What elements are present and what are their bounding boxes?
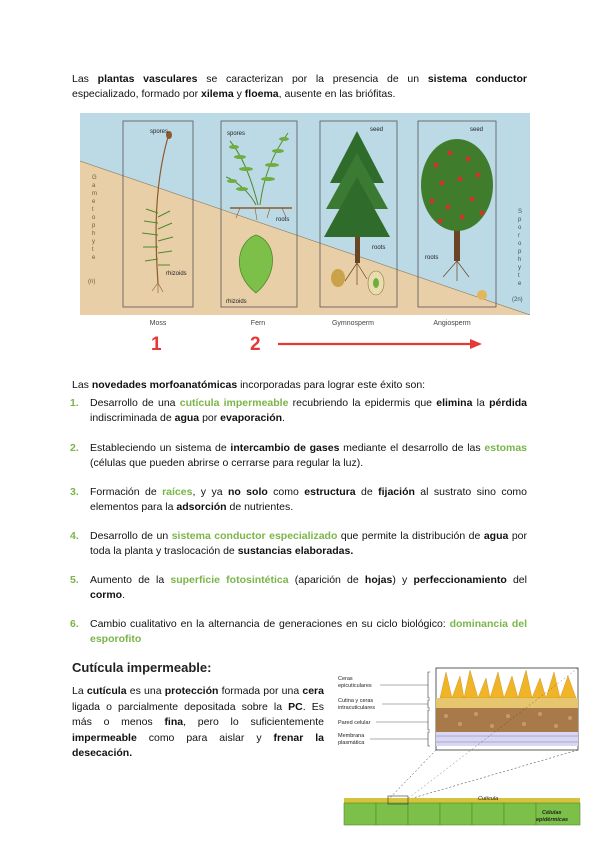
bold-term: fijación: [378, 486, 415, 498]
bold-term: estructura: [304, 486, 356, 498]
text-run: Cambio cualitativo en la alternancia de generaciones en su ciclo biológico:: [90, 618, 450, 630]
text-run: .: [122, 589, 126, 601]
label-angiosperm: Angiosperm: [433, 320, 471, 327]
cuticula-paragraph: [72, 684, 324, 762]
text-run: formada por una: [218, 685, 303, 697]
bold-term: cormo: [90, 589, 123, 601]
svg-text:Cutina y ceras: Cutina y ceras: [338, 698, 374, 704]
text-run: al sustrato sino como elementos para la: [90, 486, 527, 513]
bold-term: PC: [288, 700, 303, 713]
step-number-1: 1: [151, 334, 162, 355]
svg-text:seed: seed: [370, 127, 384, 133]
list-item: 4. Desarrollo de un sistema conductor especializado que permite la distribución de agua por toda la planta y traslocación de sustancias elaboradas.: [70, 530, 528, 557]
bold-term: adsorción: [176, 501, 227, 513]
svg-text:Pared celular: Pared celular: [338, 720, 371, 726]
svg-text:spores: spores: [227, 131, 246, 137]
evolution-arrow: [278, 337, 483, 351]
bold-term: protección: [164, 685, 219, 697]
text-run: La: [72, 685, 87, 697]
bold-term: agua: [483, 530, 509, 542]
text-run: (aparición de: [288, 574, 365, 586]
text-run: de nutrientes.: [226, 501, 294, 513]
cuticle-diagram: [336, 664, 584, 826]
sporophyte-letters: S p o r o p h y t e: [518, 209, 523, 287]
svg-text:epidérmicas: epidérmicas: [536, 817, 569, 823]
text-run: indiscriminada de: [90, 412, 175, 424]
cutin-layer: [436, 698, 578, 708]
label-gymnosperm: Gymnosperm: [331, 320, 374, 327]
bold-term: elimina: [436, 397, 473, 409]
step-number-2: 2: [250, 334, 261, 355]
list-item: 1. Desarrollo de una cutícula impermeable recubriendo la epidermis que elimina la pérdida indiscriminada de agua por evaporación.: [70, 397, 527, 424]
text-run: ligada o parcialmente depositada sobre la: [72, 700, 289, 713]
highlight-term: superficie fotosintética: [170, 574, 289, 586]
bold-term: perfeccionamiento: [413, 574, 507, 586]
list-item: 5. Aumento de la superficie fotosintética (aparición de hojas) y perfeccionamiento del cormo.: [70, 574, 527, 601]
svg-text:spores: spores: [150, 129, 169, 135]
svg-text:Membrana: Membrana: [338, 733, 365, 739]
text-run: Desarrollo de un: [90, 530, 172, 542]
bold-term: no solo: [227, 486, 268, 498]
text-run: .: [282, 412, 285, 424]
text-run: que permite la distribución de: [337, 530, 484, 542]
text-run: , pero lo suficientemente: [183, 716, 324, 728]
bold-term: cutícula: [86, 685, 127, 697]
text-run: mediante el desarrollo de las: [339, 442, 485, 454]
text-run: Formación de: [90, 486, 163, 498]
svg-text:rhizoids: rhizoids: [166, 271, 187, 277]
text-run: Aumento de la: [90, 574, 171, 586]
bold-term: evaporación: [220, 412, 283, 424]
section-title: Cutícula impermeable:: [72, 660, 212, 675]
highlight-term: raíces: [162, 486, 193, 498]
text-run: de: [355, 486, 379, 498]
svg-text:Cutícula: Cutícula: [478, 796, 499, 802]
svg-text:plasmática: plasmática: [338, 740, 365, 746]
highlight-term: estomas: [484, 442, 527, 454]
bold-term: cera: [302, 685, 324, 697]
text-run: como para aislar y: [136, 731, 274, 744]
svg-text:rhizoids: rhizoids: [226, 299, 247, 305]
highlight-term: dominancia del esporofito: [90, 618, 528, 645]
svg-text:seed: seed: [470, 127, 484, 133]
text-run: es una: [126, 685, 165, 697]
plasma-membrane-layer: [436, 732, 578, 746]
text-run: la: [472, 397, 490, 409]
highlight-term: sistema conductor especializado: [171, 530, 338, 542]
text-run: ) y: [392, 574, 414, 586]
text-run: (células que pueden abrirse o cerrarse para regular la luz).: [90, 457, 364, 469]
text-run: , y ya: [192, 486, 228, 498]
text-run: Desarrollo de una: [90, 397, 180, 409]
bold-term: frenar la desecación.: [72, 731, 324, 759]
bold-term: agua: [174, 412, 200, 424]
svg-text:roots: roots: [276, 217, 290, 223]
bold-term: impermeable: [72, 731, 137, 744]
text-run: como: [267, 486, 305, 498]
text-run: por: [199, 412, 221, 424]
text-run: recubriendo la epidermis que: [288, 397, 437, 409]
label-fern: Fern: [250, 320, 266, 327]
text-run: del: [506, 574, 527, 586]
bold-term: intercambio de gases: [230, 442, 340, 454]
bold-term: pérdida: [489, 397, 527, 409]
text-run: Estableciendo un sistema de: [90, 442, 231, 454]
bold-term: sustancias elaboradas.: [237, 545, 354, 557]
list-item: 2. Estableciendo un sistema de intercambio de gases mediante el desarrollo de las estomas (células que pueden abrirse o cerrarse para regular la luz).: [70, 442, 527, 469]
gametophyte-ploidy: (n): [88, 279, 96, 285]
text-run: por toda la planta y traslocación de: [90, 530, 528, 557]
list-item: 6. Cambio cualitativo en la alternancia de generaciones en su ciclo biológico: dominancia del esporofito: [70, 618, 528, 645]
svg-text:Ceras: Ceras: [338, 676, 353, 682]
bold-term: fina: [164, 716, 184, 728]
cuticle-strip: [344, 798, 580, 803]
cell-wall-layer: [436, 708, 578, 732]
gametophyte-letters: G a m e t o p h y t e: [92, 175, 97, 261]
list-item: 3. Formación de raíces, y ya no solo como estructura de fijación al sustrato sino como elementos para la adsorción de nutrientes.: [70, 486, 527, 513]
plant-evolution-figure: [80, 113, 530, 315]
intro-paragraph: Las plantas vasculares se caracterizan por la presencia de un sistema conductor especializado, formado por xilema y floema, ausente en las briófitas.: [72, 73, 527, 100]
svg-text:roots: roots: [425, 255, 439, 261]
sporophyte-ploidy: (2n): [512, 297, 523, 303]
highlight-term: cutícula impermeable: [179, 397, 289, 409]
svg-text:epicuticulares: epicuticulares: [338, 683, 372, 689]
svg-text:roots: roots: [372, 245, 386, 251]
svg-text:Células: Células: [542, 810, 562, 816]
text-run: . Es más o menos: [72, 700, 324, 728]
bold-term: hojas: [364, 574, 393, 586]
novedades-paragraph: Las novedades morfoanatómicas incorporadas para lograr este éxito son:: [72, 379, 426, 391]
svg-text:intracuticulares: intracuticulares: [338, 705, 375, 711]
label-moss: Moss: [149, 320, 167, 327]
